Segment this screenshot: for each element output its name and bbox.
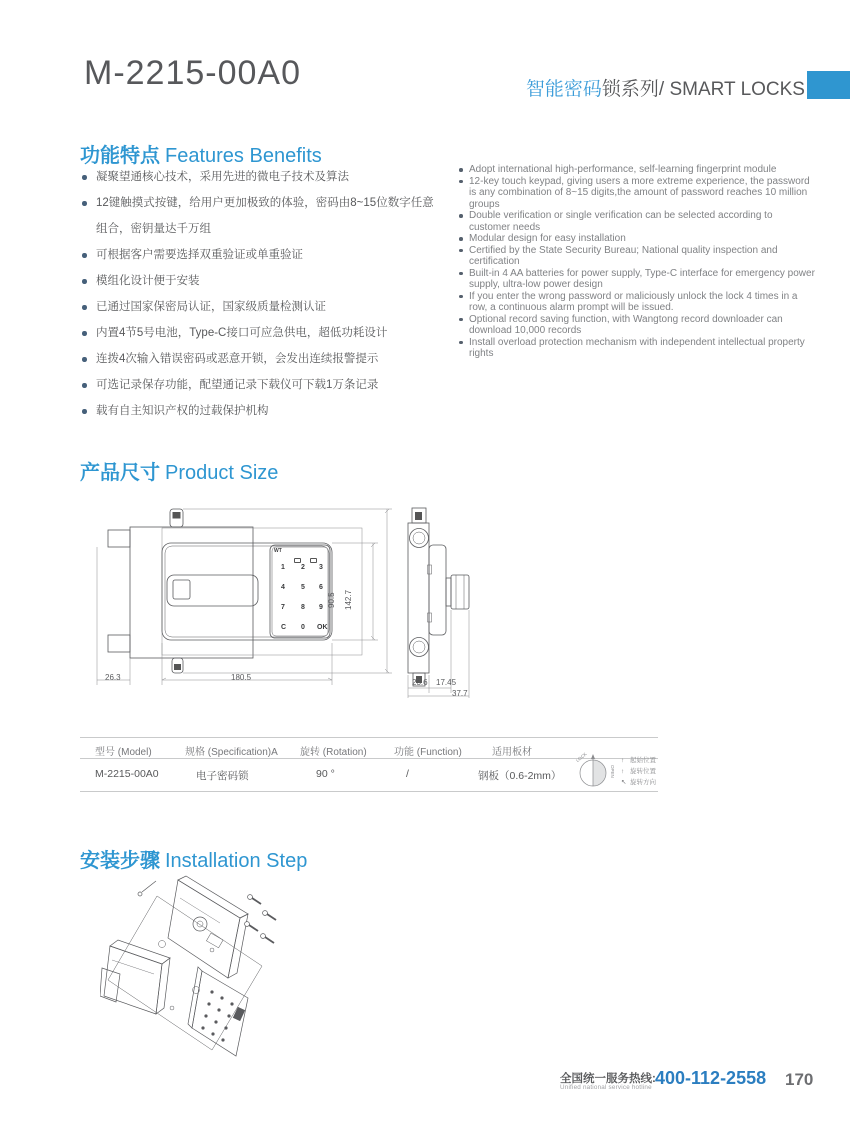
feature-item-cn: 模组化设计便于安装 [80,268,444,294]
installation-title-cn: 安装步骤 [80,850,160,872]
keypad-key: 3 [319,564,323,571]
hotline-phone-number: 400-112-2558 [655,1068,767,1088]
feature-item-cn: 连拨4次输入错误密码或恶意开锁，会发出连续报警提示 [80,346,444,372]
product-size-title-en: Product Size [165,462,279,484]
keypad-key: 9 [319,604,323,611]
keypad-key: C [281,624,287,631]
table-header-model: 型号 (Model) [95,747,152,758]
feature-item-en: Double verification or single verification can be selected according to customer needs [458,210,816,233]
feature-item-cn: 内置4节5号电池，Type-C接口可应急供电，超低功耗设计 [80,320,444,346]
table-border-top [80,737,658,738]
feature-item-en: Modular design for easy installation [458,233,816,245]
keypad-key: 1 [281,564,285,571]
legend-item [621,777,656,788]
feature-item-en: Optional record saving function, with Wangtong record downloader can download 10,000 records [458,314,816,337]
arrow-turn-icon: ↖ [621,779,627,786]
feature-item-en: 12-key touch keypad, giving users a more extreme experience, the password is any combination of 8~15 digits,the amount of password reaches 10 million groups [458,176,816,211]
dim-label-side-b: 17.45 [436,678,457,687]
keypad-key: 6 [319,584,323,591]
table-cell-material: 钢板（0.6-2mm） [478,770,562,782]
hotline-label-cn: 全国统一服务热线: [560,1073,656,1085]
hotline-label-en: Unified national service hotline [560,1084,652,1091]
table-cell-model: M-2215-00A0 [95,768,159,780]
keypad-key: OK [317,624,328,631]
installation-exploded-diagram [100,868,330,1063]
table-cell-function: / [406,768,409,780]
feature-item-en: If you enter the wrong password or maliciously unlock the lock 4 times in a row, a continuous alarm prompt will be issued. [458,291,816,314]
features-list-cn [80,164,458,424]
page-title: M-2215-00A0 [84,54,302,92]
dim-label-outer-height: 142.7 [344,589,353,610]
feature-item-cn: 可根据客户需要选择双重验证或单重验证 [80,242,444,268]
feature-item-cn: 已通过国家保密局认证，国家级质量检测认证 [80,294,444,320]
feature-item-en: Install overload protection mechanism with independent intellectual property rights [458,337,816,360]
dim-label-left: 26.3 [105,673,121,682]
keypad-key: 4 [281,584,285,591]
rotation-label-lock: LOCK [575,751,588,764]
installation-title-en: Installation Step [165,850,308,872]
feature-item-en: Certified by the State Security Bureau; National quality inspection and certification [458,245,816,268]
feature-item-cn: 载有自主知识产权的过载保护机构 [80,398,444,424]
table-cell-spec: 电子密码锁 [196,770,249,782]
dim-label-width: 180.5 [231,673,252,682]
dim-label-inner-height: 90.5 [327,592,336,608]
keypad-key: 8 [301,604,305,611]
table-cell-rotation: 90 ° [316,768,335,780]
keypad-indicator-led [294,558,301,563]
table-header-function: 功能 (Function) [394,747,462,758]
header-accent-tab [807,71,850,99]
series-title-rest: 锁系列/ SMART LOCKS [601,79,805,100]
keypad-key: 0 [301,624,305,631]
legend-item [621,755,656,766]
table-header-spec: 规格 (Specification)A [185,747,278,758]
keypad-key: 7 [281,604,285,611]
feature-item-cn: 凝聚望通核心技术，采用先进的微电子技术及算法 [80,164,444,190]
feature-item-en: Adopt international high-performance, self-learning fingerprint module [458,164,816,176]
arrow-up-icon: ↑ [621,757,625,764]
rotation-diagram [572,751,618,793]
feature-item-cn: 可选记录保存功能，配望通记录下载仪可下载1万条记录 [80,372,444,398]
keypad-face [272,548,332,640]
keypad-brand-logo: WT [274,548,282,554]
keypad-key: 2 [301,564,305,571]
keypad-indicator-led [310,558,317,563]
feature-item-en: Built-in 4 AA batteries for power supply, Type-C interface for emergency power supply, ultra-low power design [458,268,816,291]
product-size-title-cn: 产品尺寸 [80,462,160,484]
features-list-en [458,164,816,424]
page-number: 170 [785,1070,814,1089]
series-title [526,74,805,101]
arrow-up-icon: ↑ [621,768,625,775]
keypad-key: 5 [301,584,305,591]
rotation-legend [621,755,656,788]
series-title-cn: 智能密码 [525,79,602,100]
dim-label-side-a: 23.6 [412,678,428,687]
dim-label-side-c: 37.7 [452,689,468,698]
legend-item [621,766,656,777]
features-title-cn: 功能特点 [80,145,160,167]
features-title-en: Features Benefits [165,145,322,167]
rotation-label-open: OPEN [610,765,615,778]
features-columns [80,164,816,424]
feature-item-cn: 12键触摸式按键，给用户更加极致的体验，密码由8~15位数字任意组合，密钥量达千万组 [80,190,444,242]
legend-label: 旋转方向 [630,779,656,786]
table-header-material: 适用板材 [492,747,532,758]
table-header-rotation: 旋转 (Rotation) [300,747,367,758]
legend-label: 起始位置 [630,757,656,764]
legend-label: 旋转位置 [630,768,656,775]
product-size-section-title [80,456,278,485]
